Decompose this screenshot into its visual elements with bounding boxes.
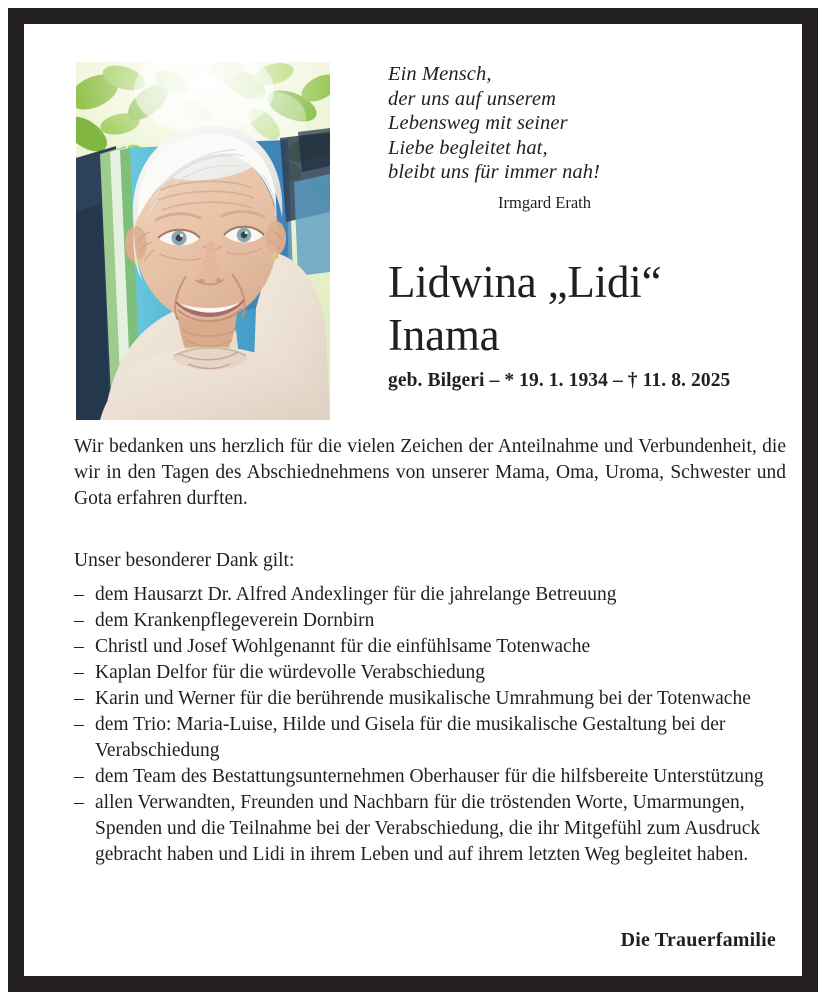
special-thanks-intro: Unser besonderer Dank gilt: bbox=[74, 550, 295, 571]
list-item bbox=[74, 582, 786, 608]
quote-author: Irmgard Erath bbox=[498, 192, 591, 212]
list-item-text: dem Team des Bestattungsunternehmen Oberhauser für die hilfsbereite Unterstützung bbox=[95, 766, 764, 787]
thanks-paragraph: Wir bedanken uns herzlich für die vielen Zeichen der Anteilnahme und Verbundenheit, die wir in den Tagen des Abschiednehmens von unserer Mama, Oma, Uroma, Schwester und Gota erfahren durften. bbox=[74, 436, 786, 509]
list-item-text: dem Hausarzt Dr. Alfred Andexlinger für die jahrelange Betreuung bbox=[95, 584, 617, 605]
quote-line: Ein Mensch, bbox=[388, 63, 492, 85]
list-bullet: – bbox=[74, 662, 84, 683]
thanks-list bbox=[74, 582, 786, 868]
list-item bbox=[74, 764, 786, 790]
list-bullet: – bbox=[74, 714, 84, 735]
memorial-notice-inner bbox=[24, 24, 802, 976]
list-item bbox=[74, 660, 786, 686]
list-bullet: – bbox=[74, 792, 84, 813]
deceased-name-block bbox=[388, 256, 798, 392]
deceased-name-line-1: Lidwina „Lidi“ bbox=[388, 257, 662, 307]
list-item-text: Karin und Werner für die berührende musikalische Umrahmung bei der Totenwache bbox=[95, 688, 751, 709]
list-bullet: – bbox=[74, 610, 84, 631]
list-item-text: allen Verwandten, Freunden und Nachbarn für die tröstenden Worte, Umarmungen, Spenden und die Teilnahme bei der Verabschiedung, die ihr Mitgefühl zum Ausdruck gebracht haben und Lidi in ihrem Leben und auf ihrem letzten Weg begleitet haben. bbox=[95, 792, 761, 865]
memorial-quote bbox=[388, 62, 788, 213]
deceased-name-line-2: Inama bbox=[388, 310, 500, 360]
portrait-photo-illustration bbox=[76, 62, 330, 420]
portrait-photo bbox=[76, 62, 330, 420]
list-item bbox=[74, 790, 786, 868]
quote-line: Lebensweg mit seiner bbox=[388, 112, 568, 134]
life-dates: geb. Bilgeri – * 19. 1. 1934 – † 11. 8. 2025 bbox=[388, 370, 731, 391]
list-bullet: – bbox=[74, 688, 84, 709]
quote-line: Liebe begleitet hat, bbox=[388, 136, 548, 159]
list-bullet: – bbox=[74, 584, 84, 605]
memorial-notice-card bbox=[8, 8, 818, 992]
list-item-text: dem Krankenpflegeverein Dornbirn bbox=[95, 610, 375, 631]
list-item-text: Kaplan Delfor für die würdevolle Verabschiedung bbox=[95, 662, 486, 683]
list-item bbox=[74, 608, 786, 634]
list-bullet: – bbox=[74, 766, 84, 787]
list-item bbox=[74, 686, 786, 712]
list-item bbox=[74, 634, 786, 660]
list-bullet: – bbox=[74, 636, 84, 657]
top-region bbox=[24, 24, 802, 392]
list-item-text: dem Trio: Maria-Luise, Hilde und Gisela für die musikalische Gestaltung bei der Verabschiedung bbox=[95, 714, 726, 761]
list-item bbox=[74, 712, 786, 764]
quote-line: der uns auf unserem bbox=[388, 87, 556, 110]
body-region bbox=[74, 434, 786, 868]
signature: Die Trauerfamilie bbox=[620, 929, 776, 951]
list-item-text: Christl und Josef Wohlgenannt für die einfühlsame Totenwache bbox=[95, 636, 591, 657]
quote-line: bleibt uns für immer nah! bbox=[388, 161, 601, 183]
